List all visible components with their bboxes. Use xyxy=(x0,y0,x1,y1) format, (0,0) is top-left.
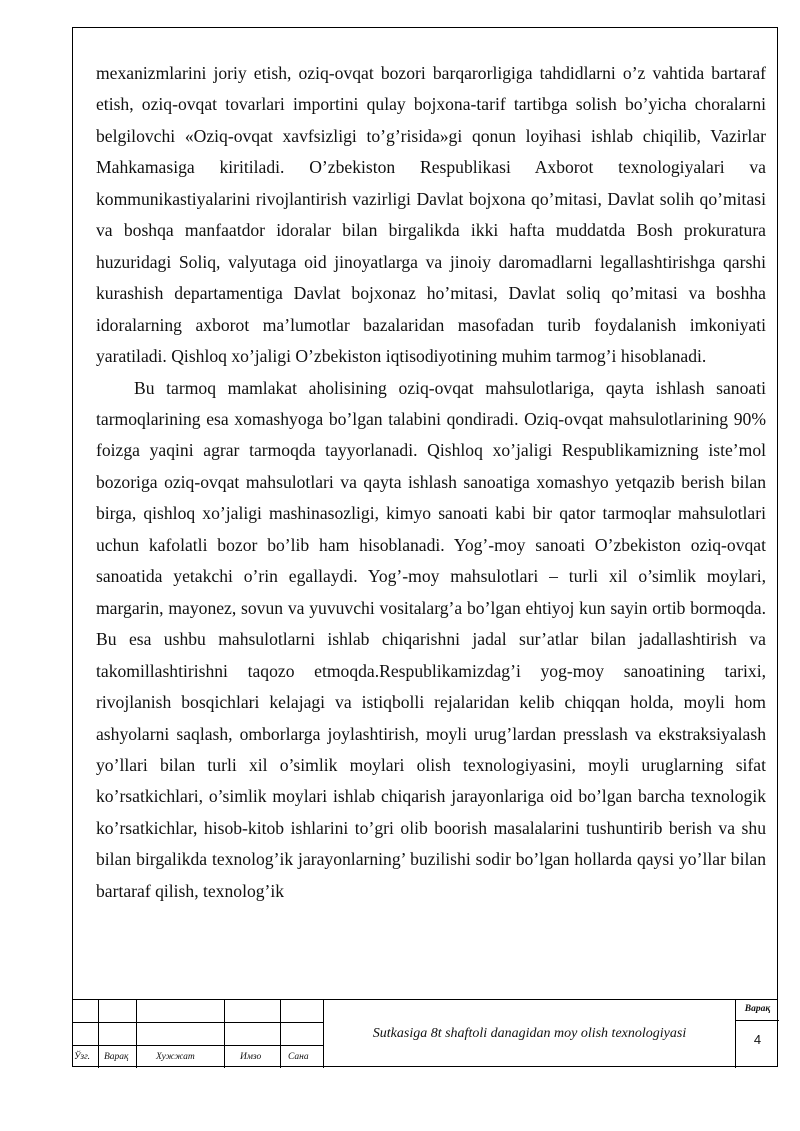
label-imzo: Имзо xyxy=(240,1052,262,1062)
document-body xyxy=(96,58,766,907)
sheet-number: 4 xyxy=(753,1032,762,1047)
revision-grid xyxy=(72,1000,323,1068)
label-hujjat: Хужжат xyxy=(156,1052,195,1062)
sheet-label: Варақ xyxy=(744,1004,771,1014)
sheet-box xyxy=(735,1000,778,1068)
paragraph-2: Bu tarmoq mamlakat aholisining oziq-ovqat mahsulotlariga, qayta ishlash sanoati tarmoqlarining esa xomashyoga bo’lgan talabini qondiradi. Oziq-ovqat mahsulotlarining 90% foizga yaqini agrar tarmoqda tayyorlanadi. Qishloq xo’jaligi Respublikamizning iste’mol bozoriga oziq-ovqat mahsulotlari va qayta ishlash sanoatiga xomashyo yetqazib berish bilan birga, qishloq xo’jaligi mashinasozligi, kimyo sanoati kabi bir qator tarmoqlar mahsulotlari uchun kafolatli bozor bo’lib ham hisoblanadi. Yog’-moy sanoati O’zbekiston oziq-ovqat sanoatida yetakchi o’rin egallaydi. Yog’-moy mahsulotlari – turli xil o’simlik moylari, margarin, mayonez, sovun va yuvuvchi vositalarg’a bo’lgan ehtiyoj kun sayin ortib bormoqda. Bu esa ushbu mahsulotlarni ishlab chiqarishni jadal sur’atlar bilan jadallashtirish va takomillashtirishni taqozo etmoqda.Respublikamizdag’i yog-moy sanoatining tarixi, rivojlanish bosqichlari kelajagi va istiqbolli rejalaridan kelib chiqqan holda, moyli hom ashyolarni saqlash, omborlarga joylashtirish, moyli urug’lardan presslash va ekstraksiyalash yo’llari bilan turli xil o’simlik moylari olish texnologiyasini, moyli uruglarning sifat ko’rsatkichlari, o’simlik moylari ishlab chiqarish jarayonlariga oid bo’lgan barcha texnologik ko’rsatkichlar, hisob-kitob ishlarini to’gri olib boorish masalalarini tushuntirib berish va shu bilan birgalikda texnolog’ik jarayonlarning’ buzilishi sodir bo’lgan hollarda qaysi yo’llar bilan bartaraf qilish, texnolog’ik xyxy=(96,377,766,901)
title-block xyxy=(72,999,778,1067)
paragraph-1: mexanizmlarini joriy etish, oziq-ovqat bozori barqarorligiga tahdidlarni o’z vahtida bartaraf etish, oziq-ovqat tovarlari importini qulay bojxona-tarif tartibga solish bo’yicha choralarni belgilovchi «Oziq-ovqat xavfsizligi to’g’risida»gi qonun loyihasi ishlab chiqilib, Vazirlar Mahkamasiga kiritiladi. O’zbekiston Respublikasi Axborot texnologiyalari va kommunikastiyalarini rivojlantirish vazirligi Davlat bojxona qo’mitasi, Davlat solih qo’mitasi va boshqa manfaatdor idoralar bilan birgalikda ikki hafta muddatda Bosh prokuratura huzuridagi Soliq, valyutaga oid jinoyatlarga va jinoiy daromadlarni legallashtirishga qarshi kurashish departamentiga Davlat bojxonaz ho’mitasi, Davlat soliq qo’mitasi va boshha idoralarning axborot ma’lumotlar bazalaridan masofadan turib foydalanish imkoniyati yaratiladi. Qishloq xo’jaligi O’zbekiston iqtisodiyotining muhim tarmog’i hisoblanadi. xyxy=(96,63,766,367)
label-sana: Сана xyxy=(288,1052,309,1062)
label-varaq: Варақ xyxy=(104,1052,129,1062)
document-title: Sutkasiga 8t shaftoli danagidan moy olish texnologiyasi xyxy=(323,1000,735,1068)
label-uzg: Ўзг. xyxy=(74,1052,91,1062)
